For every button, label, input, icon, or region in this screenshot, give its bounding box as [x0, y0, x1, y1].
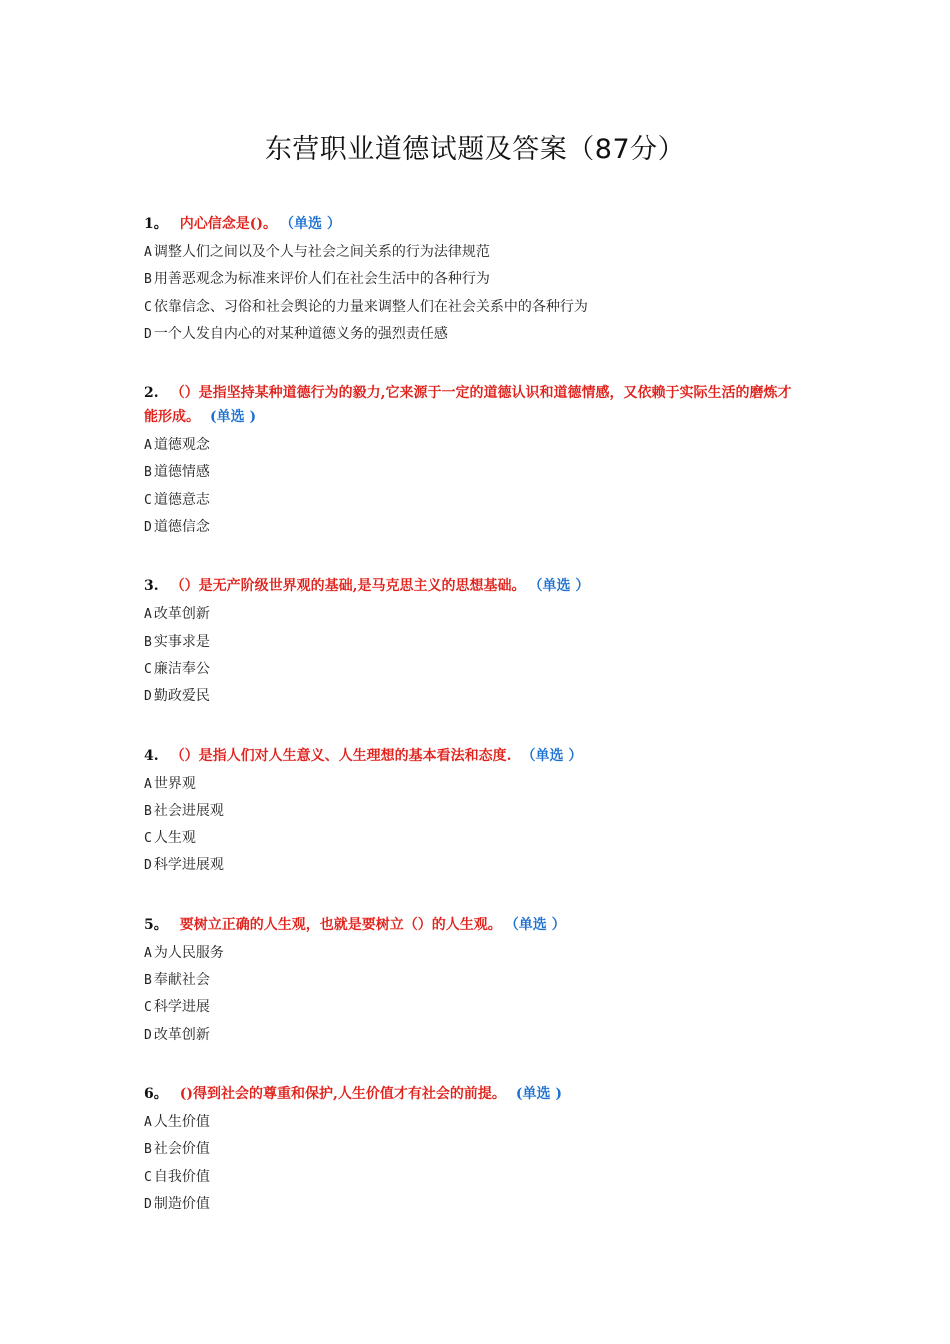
option-letter: D	[144, 1196, 152, 1212]
question-type: (单选 )	[515, 1085, 562, 1102]
question-number: 4.	[144, 747, 159, 764]
option-c	[144, 825, 804, 852]
option-a	[144, 940, 804, 967]
option-letter: C	[144, 299, 152, 315]
question-stem	[144, 381, 804, 429]
option-text: 依靠信念、习俗和社会舆论的力量来调整人们在社会关系中的各种行为	[153, 298, 588, 315]
question-text: 要树立正确的人生观，也就是要树立（）的人生观。	[179, 916, 502, 933]
option-letter: C	[144, 492, 152, 508]
option-text: 道德观念	[153, 437, 210, 454]
option-letter: A	[144, 245, 152, 260]
option-text: 奉献社会	[153, 972, 210, 989]
option-letter: A	[144, 945, 152, 961]
option-letter: D	[144, 1027, 152, 1043]
option-text: 社会进展观	[153, 802, 224, 819]
option-text: 用善恶观念为标准来评价人们在社会生活中的各种行为	[153, 271, 490, 288]
question-stem	[144, 574, 804, 598]
question-stem	[144, 744, 804, 768]
option-b	[144, 629, 804, 656]
option-text: 廉洁奉公	[153, 660, 210, 677]
option-letter: D	[144, 858, 152, 874]
question-3	[144, 574, 804, 710]
option-text: 道德情感	[153, 464, 210, 481]
option-a	[144, 432, 804, 459]
option-letter: B	[144, 1142, 152, 1158]
option-letter: D	[144, 326, 152, 342]
option-d	[144, 683, 804, 710]
question-text: （）是无产阶级世界观的基础,是马克思主义的思想基础。	[170, 578, 526, 595]
option-text: 世界观	[153, 775, 196, 792]
option-letter: A	[144, 607, 152, 623]
question-stem	[144, 913, 804, 937]
option-text: 改革创新	[153, 1026, 210, 1043]
question-type: （单选 ）	[511, 916, 566, 933]
question-type: （单选 ）	[535, 578, 590, 595]
option-b	[144, 1136, 804, 1163]
question-type: （单选 ）	[521, 747, 583, 764]
option-text: 改革创新	[153, 606, 210, 623]
option-text: 科学进展	[153, 999, 210, 1016]
option-letter: A	[144, 1114, 152, 1130]
option-text: 为人民服务	[153, 944, 224, 961]
option-letter: D	[144, 520, 152, 536]
option-text: 人生价值	[153, 1113, 210, 1130]
option-a	[144, 601, 804, 628]
option-text: 道德意志	[153, 491, 210, 508]
option-letter: D	[144, 689, 152, 705]
option-b	[144, 967, 804, 994]
option-a	[144, 771, 804, 798]
question-4	[144, 744, 804, 880]
option-letter: A	[144, 438, 152, 454]
question-stem	[144, 1082, 804, 1106]
option-text: 道德信念	[153, 519, 210, 536]
option-a	[144, 239, 804, 266]
option-c	[144, 994, 804, 1021]
page-title: 东营职业道德试题及答案（87分）	[264, 134, 686, 165]
option-text: 人生观	[153, 830, 196, 847]
question-1	[144, 212, 804, 348]
question-list	[144, 212, 804, 1251]
option-letter: C	[144, 1000, 152, 1016]
option-text: 制造价值	[153, 1195, 210, 1212]
option-text: 社会价值	[153, 1141, 210, 1158]
option-letter: B	[144, 465, 152, 481]
option-letter: B	[144, 973, 152, 989]
option-letter: C	[144, 831, 152, 847]
option-text: 调整人们之间以及个人与社会之间关系的行为法律规范	[153, 244, 490, 260]
question-type: (单选 )	[210, 409, 257, 426]
question-text: （）是指人们对人生意义、人生理想的基本看法和态度.	[170, 747, 512, 764]
option-text: 勤政爱民	[153, 688, 210, 705]
question-text: ()得到社会的尊重和保护,人生价值才有社会的前提。	[179, 1085, 506, 1102]
question-text: 内心信念是()。	[179, 216, 277, 232]
question-5	[144, 913, 804, 1049]
question-6	[144, 1082, 804, 1218]
option-letter: B	[144, 634, 152, 650]
question-number: 2.	[144, 385, 159, 402]
option-text: 科学进展观	[153, 857, 224, 874]
option-b	[144, 266, 804, 293]
option-d	[144, 852, 804, 879]
option-text: 自我价值	[153, 1168, 210, 1185]
question-number: 5。	[144, 916, 168, 933]
question-2	[144, 381, 804, 541]
option-a	[144, 1109, 804, 1136]
option-letter: C	[144, 661, 152, 677]
option-d	[144, 1191, 804, 1218]
option-letter: B	[144, 803, 152, 819]
option-c	[144, 487, 804, 514]
option-text: 一个人发自内心的对某种道德义务的强烈责任感	[153, 325, 448, 342]
option-text: 实事求是	[153, 633, 210, 650]
question-stem	[144, 212, 804, 236]
question-type: （单选 ）	[287, 216, 341, 232]
question-number: 1。	[144, 216, 168, 232]
option-c	[144, 1164, 804, 1191]
option-letter: A	[144, 776, 152, 792]
option-d	[144, 1022, 804, 1049]
option-c	[144, 656, 804, 683]
option-c	[144, 294, 804, 321]
option-d	[144, 321, 804, 348]
question-number: 6。	[144, 1085, 168, 1102]
option-b	[144, 459, 804, 486]
option-b	[144, 798, 804, 825]
option-d	[144, 514, 804, 541]
question-text: （）是指坚持某种道德行为的毅力,它来源于一定的道德认识和道德情感，又依赖于实际生活的磨炼才能形成。	[144, 385, 792, 426]
option-letter: C	[144, 1169, 152, 1185]
option-letter: B	[144, 272, 152, 288]
question-number: 3.	[144, 578, 159, 595]
